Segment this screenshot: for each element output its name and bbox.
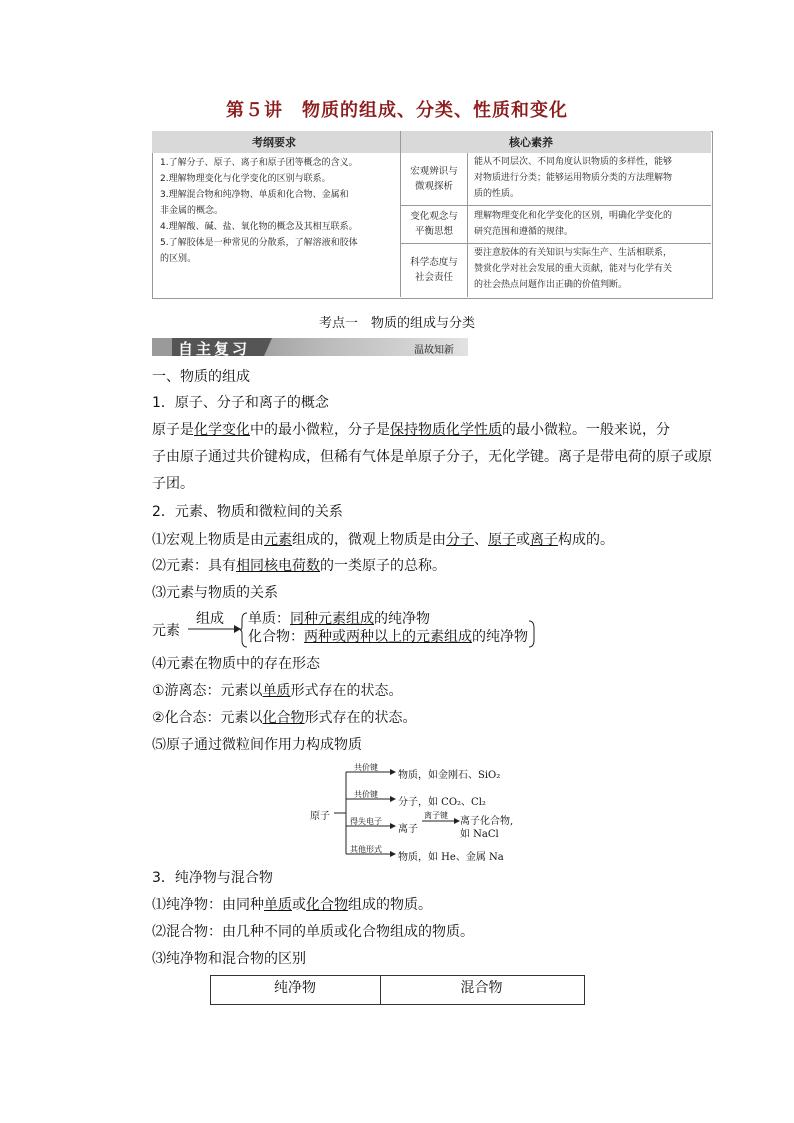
paragraph-line: ⑵混合物：由几种不同的单质或化合物组成的物质。 <box>152 924 474 940</box>
paragraph-line: ⑸原子通过微粒间作用力构成物质 <box>152 737 362 753</box>
text: 组成的，微观上物质是由 <box>292 532 446 548</box>
requirement-line: 3.理解混合物和纯净物、单质和化合物、金属和 <box>160 190 349 200</box>
simple-substance-line <box>248 609 430 629</box>
subsection-1: 1．原子、分子和离子的概念 <box>152 395 329 411</box>
table-divider <box>400 131 401 297</box>
text: ⑴纯净物：由同种 <box>152 897 264 913</box>
arrow-label: 离子键 <box>424 811 448 820</box>
description-line: 赞赏化学对社会发展的重大贡献，能对与化学有关 <box>474 264 673 274</box>
text: 原子是 <box>152 422 194 438</box>
paragraph-line <box>152 420 670 440</box>
branch-result: 如 NaCl <box>460 829 499 840</box>
requirements-list <box>160 155 358 267</box>
requirements-table-header <box>152 131 711 153</box>
description-line: 要注意胶体的有关知识与实际生产、生活相联系， <box>474 248 673 258</box>
review-banner <box>152 338 468 356</box>
branch-mid: 离子 <box>398 824 418 835</box>
text: 中的最小微粒，分子是 <box>250 422 390 438</box>
text: 构成的。 <box>558 532 614 548</box>
description-line: 能从不同层次、不同角度认识物质的多样性，能够 <box>474 157 673 167</box>
text: 的一类原子的总称。 <box>320 558 446 574</box>
description-line: 的社会热点问题作出正确的价值判断。 <box>474 280 628 290</box>
text: ⑴宏观上物质是由 <box>152 532 264 548</box>
text: 的最小微粒。一般来说，分 <box>502 422 670 438</box>
answer-blank: 离子 <box>530 532 558 548</box>
table-header-mixture: 混合物 <box>460 980 503 996</box>
answer-blank: 保持物质化学性质 <box>390 422 502 438</box>
banner-title: 自主复习 <box>178 340 251 358</box>
branch-label: 共价键 <box>354 763 378 772</box>
table-divider <box>400 243 711 244</box>
text: 组成的物质。 <box>348 897 432 913</box>
text: 的纯净物 <box>374 611 430 627</box>
arrow-label: 组成 <box>196 611 224 627</box>
paragraph-line: ⑶纯净物和混合物的区别 <box>152 951 306 967</box>
paragraph-line: 子团。 <box>152 476 194 492</box>
section-heading: 考点一 物质的组成与分类 <box>318 316 475 331</box>
text: 或 <box>292 897 306 913</box>
header-right: 核心素养 <box>509 136 553 149</box>
paragraph-line <box>152 895 432 915</box>
literacy-description <box>474 208 672 240</box>
section-1-heading: 一、物质的组成 <box>152 369 250 385</box>
requirement-line: 5.了解胶体是一种常见的分散系，了解溶液和胶体 <box>160 238 358 248</box>
subsection-3: 3．纯净物与混合物 <box>152 870 273 886</box>
branch-label: 得失电子 <box>350 817 382 826</box>
literacy-category <box>402 209 466 239</box>
answer-blank: 单质 <box>262 683 291 699</box>
category-line: 变化观念与 <box>410 211 458 222</box>
table-divider <box>400 205 711 206</box>
answer-blank: 元素 <box>264 532 292 548</box>
description-line: 对物质进行分类；能够运用物质分类的方法理解物 <box>474 173 673 183</box>
branch-label: 共价键 <box>354 790 378 799</box>
category-line: 平衡思想 <box>414 226 453 237</box>
literacy-description <box>474 245 672 293</box>
answer-blank: 同种元素组成 <box>290 611 374 627</box>
header-left: 考纲要求 <box>252 136 296 149</box>
right-bracket-icon <box>528 620 536 648</box>
literacy-category <box>402 164 466 194</box>
description-line: 质的性质。 <box>474 189 520 199</box>
text: ①游离态：元素以 <box>152 683 263 699</box>
subsection-2: 2．元素、物质和微粒间的关系 <box>152 504 343 520</box>
requirement-line: 4.理解酸、碱、盐、氧化物的概念及其相互联系。 <box>160 222 358 232</box>
text: 的纯净物 <box>472 629 528 645</box>
right-arrow-icon <box>186 624 242 634</box>
text: 或 <box>516 532 530 548</box>
literacy-category <box>402 255 466 285</box>
requirement-line: 非金属的概念。 <box>160 206 224 216</box>
description-line: 研究范围和遵循的规律。 <box>474 227 574 237</box>
atom-root: 原子 <box>310 811 330 822</box>
literacy-description <box>474 154 672 202</box>
answer-blank: 两种或两种以上的元素组成 <box>304 629 472 645</box>
branch-result: 分子，如 CO₂、Cl₂ <box>398 797 486 808</box>
banner-subtitle: 温故知新 <box>414 345 454 356</box>
requirement-line: 2.理解物理变化与化学变化的区别与联系。 <box>160 174 331 184</box>
paragraph-line <box>152 530 614 550</box>
requirement-line: 的区别。 <box>160 254 197 264</box>
answer-blank: 单质 <box>264 897 292 913</box>
compound-line <box>248 627 528 647</box>
paragraph-line: 子由原子通过共价键构成，但稀有气体是单原子分子，无化学键。离子是带电荷的原子或原 <box>152 449 712 465</box>
branch-label: 其他形式 <box>350 845 382 854</box>
description-line: 理解物理变化和化学变化的区别，明确化学变化的 <box>474 211 673 221</box>
paragraph-line <box>152 556 446 576</box>
paragraph-line <box>152 681 403 701</box>
category-line: 社会责任 <box>414 272 453 283</box>
answer-blank: 化合物 <box>306 897 348 913</box>
answer-blank: 原子 <box>488 532 516 548</box>
page-title: 第５讲 物质的组成、分类、性质和变化 <box>226 100 568 121</box>
answer-blank: 分子 <box>446 532 474 548</box>
branch-result: 物质，如金刚石、SiO₂ <box>398 770 501 781</box>
text: 形式存在的状态。 <box>304 710 417 726</box>
paragraph-line <box>152 708 417 728</box>
category-line: 科学态度与 <box>410 257 458 268</box>
category-line: 宏观辨识与 <box>410 166 458 177</box>
table-header-pure: 纯净物 <box>274 980 316 996</box>
requirement-line: 1.了解分子、原子、离子和原子团等概念的含义。 <box>160 158 358 168</box>
text: ②化合态：元素以 <box>152 710 263 726</box>
text: ⑵元素：具有 <box>152 558 236 574</box>
element-label: 元素 <box>152 623 180 639</box>
paragraph-line: ⑶元素与物质的关系 <box>152 585 278 601</box>
text: 、 <box>474 532 488 548</box>
category-line: 微观探析 <box>414 181 453 192</box>
answer-blank: 化学变化 <box>194 422 250 438</box>
paragraph-line: ⑷元素在物质中的存在形态 <box>152 656 320 672</box>
answer-blank: 化合物 <box>262 710 305 726</box>
table-divider <box>467 153 468 297</box>
branch-result: 离子化合物, <box>460 816 514 827</box>
text: 化合物： <box>248 629 304 645</box>
answer-blank: 相同核电荷数 <box>236 558 320 574</box>
text: 单质： <box>248 611 290 627</box>
text: 形式存在的状态。 <box>290 683 403 699</box>
left-brace-icon <box>240 612 248 648</box>
branch-result: 物质，如 He、金属 Na <box>398 852 504 863</box>
